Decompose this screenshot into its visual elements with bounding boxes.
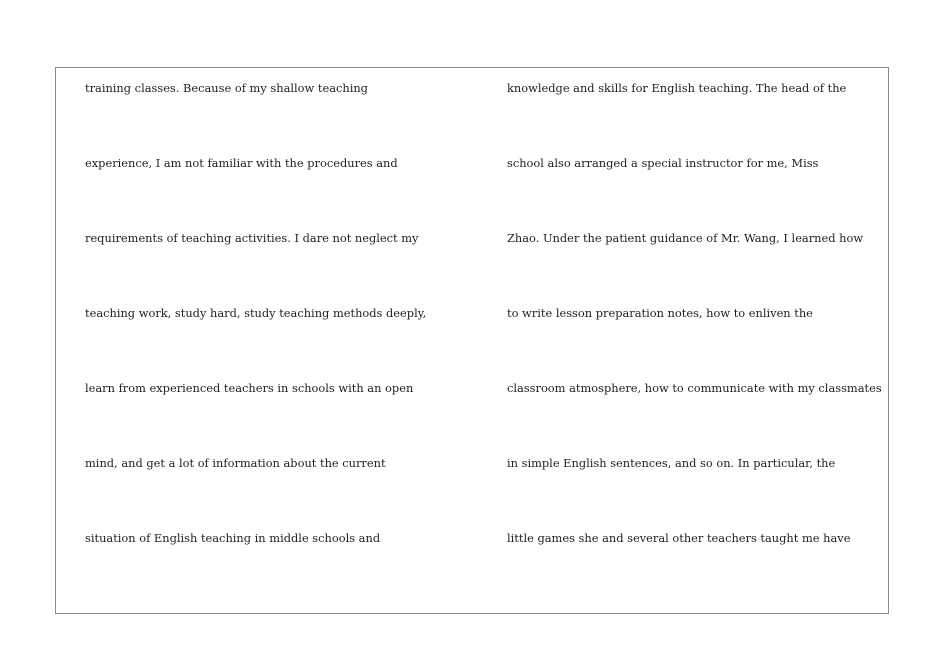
- text-line: mind, and get a lot of information about the current: [85, 456, 386, 470]
- text-line: situation of English teaching in middle schools and: [85, 531, 381, 545]
- text-line: training classes. Because of my shallow teaching: [85, 81, 368, 95]
- text-line: Zhao. Under the patient guidance of Mr. Wang, I learned how: [507, 231, 864, 245]
- text-line: classroom atmosphere, how to communicate with my classmates: [507, 381, 882, 395]
- text-line: school also arranged a special instructor for me, Miss: [507, 156, 819, 170]
- text-line: experience, I am not familiar with the procedures and: [85, 156, 398, 170]
- document-page: [55, 67, 889, 614]
- text-line: requirements of teaching activities. I dare not neglect my: [85, 231, 419, 245]
- text-line: learn from experienced teachers in schools with an open: [85, 381, 414, 395]
- text-line: to write lesson preparation notes, how to enliven the: [507, 306, 813, 320]
- text-line: knowledge and skills for English teaching. The head of the: [507, 81, 847, 95]
- text-line: little games she and several other teachers taught me have: [507, 531, 851, 545]
- text-line: teaching work, study hard, study teaching methods deeply,: [85, 306, 427, 320]
- text-line: in simple English sentences, and so on. In particular, the: [507, 456, 836, 470]
